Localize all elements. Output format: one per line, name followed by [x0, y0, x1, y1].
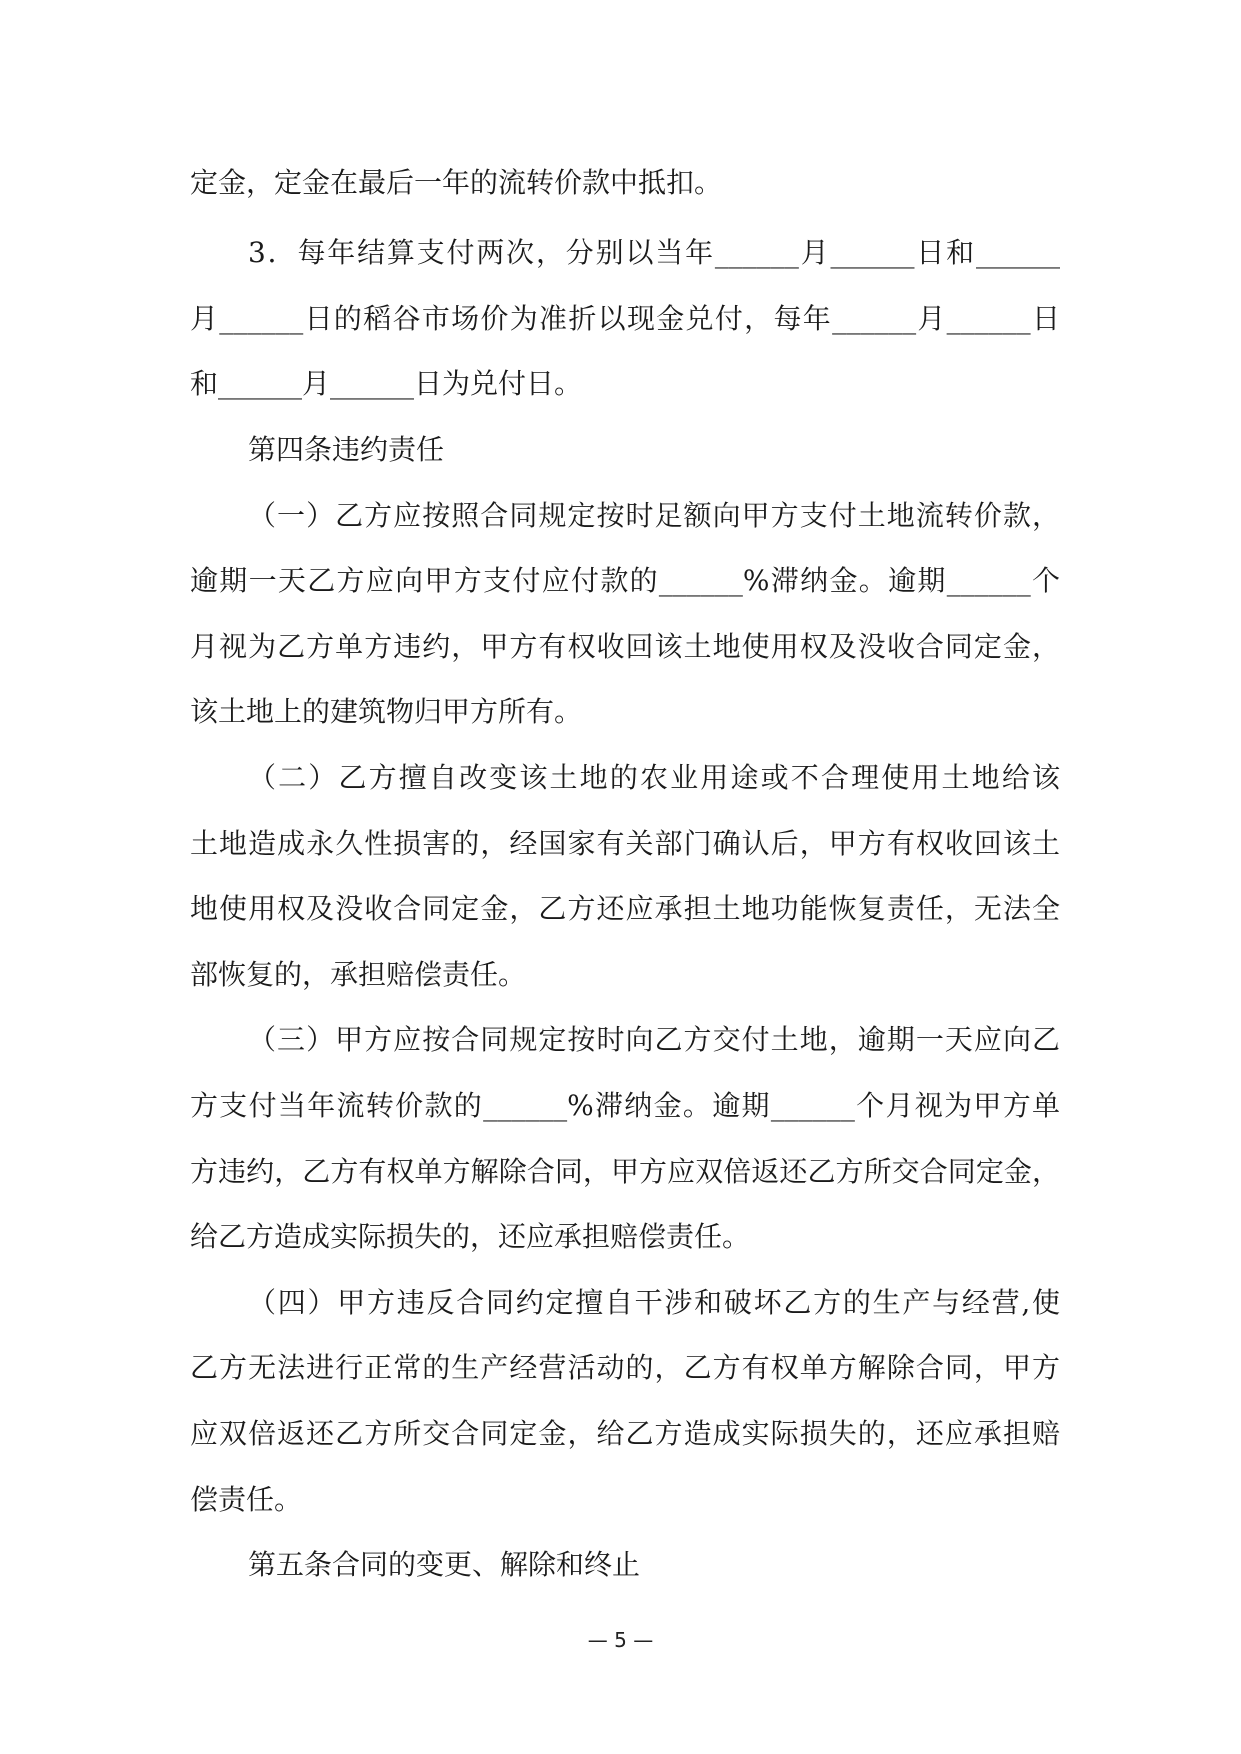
text-line: （一）乙方应按照合同规定按时足额向甲方支付土地流转价款， [248, 499, 1060, 532]
text-line: 该土地上的建筑物归甲方所有。 [190, 695, 583, 728]
text-line: 地使用权及没收合同定金，乙方还应承担土地功能恢复责任，无法全 [190, 892, 1060, 925]
text-line: 应双倍返还乙方所交合同定金，给乙方造成实际损失的，还应承担赔 [190, 1417, 1060, 1450]
text-line: （二）乙方擅自改变该土地的农业用途或不合理使用土地给该 [248, 761, 1060, 794]
text-line: 乙方无法进行正常的生产经营活动的，乙方有权单方解除合同，甲方 [190, 1351, 1060, 1384]
text-line: 3．每年结算支付两次，分别以当年______月______日和______ [248, 236, 1060, 269]
section-heading: 第四条违约责任 [248, 433, 445, 466]
text-line: 偿责任。 [190, 1483, 303, 1516]
text-line: 给乙方造成实际损失的，还应承担赔偿责任。 [190, 1220, 751, 1253]
text-line: 部恢复的，承担赔偿责任。 [190, 958, 527, 991]
text-line: 定金，定金在最后一年的流转价款中抵扣。 [190, 166, 723, 199]
page-number: — 5 — [587, 1628, 654, 1652]
text-line: （四）甲方违反合同约定擅自干涉和破坏乙方的生产与经营,使 [248, 1286, 1060, 1319]
text-line: 和______月______日为兑付日。 [190, 367, 583, 400]
text-line: 月______日的稻谷市场价为准折以现金兑付，每年______月______日 [190, 302, 1060, 335]
text-line: 方违约，乙方有权单方解除合同，甲方应双倍返还乙方所交合同定金， [190, 1155, 1060, 1188]
section-heading: 第五条合同的变更、解除和终止 [248, 1548, 641, 1581]
text-line: 逾期一天乙方应向甲方支付应付款的______%滞纳金。逾期______个 [190, 564, 1060, 597]
text-line: 月视为乙方单方违约，甲方有权收回该土地使用权及没收合同定金， [190, 630, 1060, 663]
text-line: 方支付当年流转价款的______%滞纳金。逾期______个月视为甲方单 [190, 1089, 1060, 1122]
text-line: （三）甲方应按合同规定按时向乙方交付土地，逾期一天应向乙 [248, 1023, 1060, 1056]
text-line: 土地造成永久性损害的，经国家有关部门确认后，甲方有权收回该土 [190, 827, 1060, 860]
